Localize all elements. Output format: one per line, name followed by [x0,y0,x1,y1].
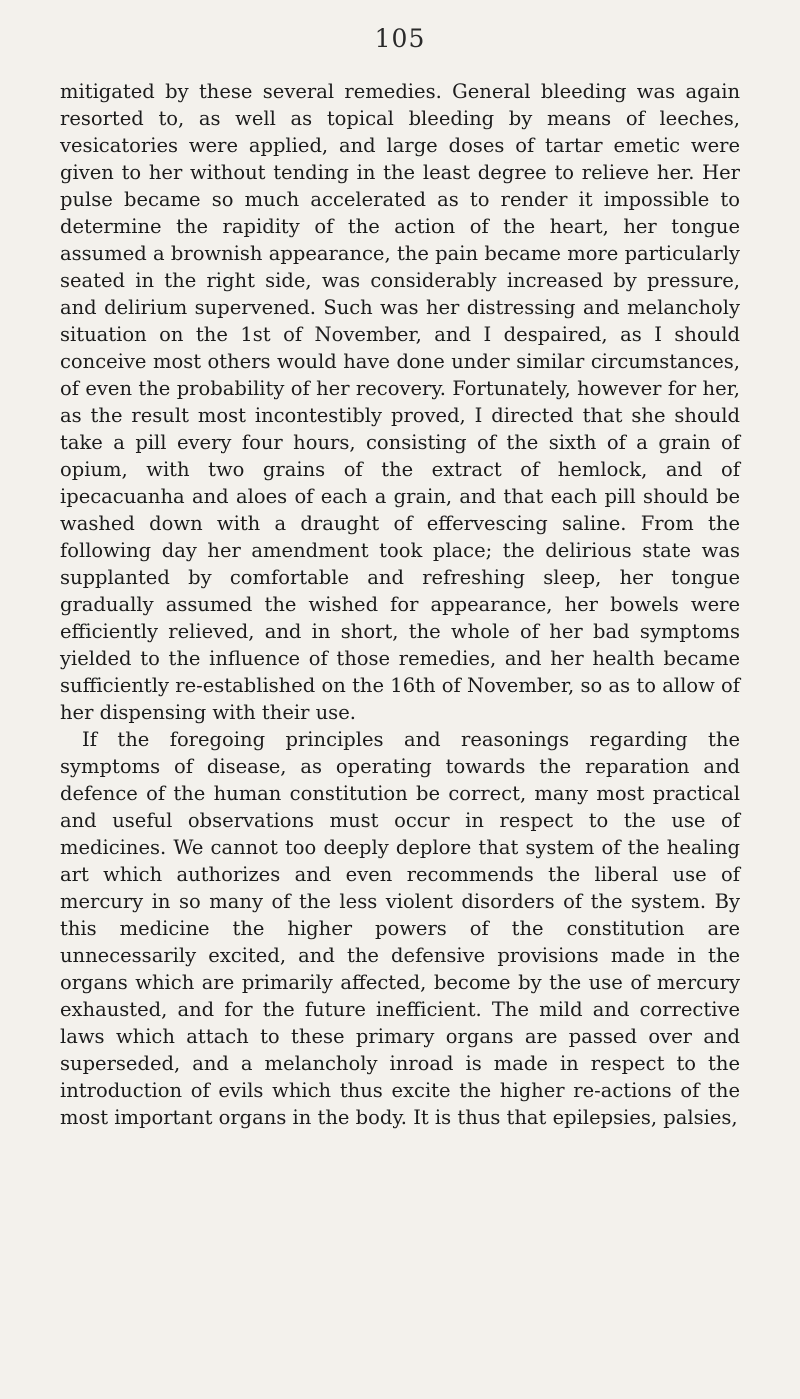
body-text [60,78,740,1131]
page-number: 105 [374,24,426,53]
paragraph: If the foregoing principles and reasonings regarding the symptoms of disease, as operating towards the reparation and defence of the human constitution be correct, many most practical and useful observations must occur in respect to the use of medicines. We cannot too deeply deplore that system of the healing art which authorizes and even recommends the liberal use of mercury in so many of the less violent disorders of the system. By this medicine the higher powers of the constitution are unnecessarily excited, and the defensive provisions made in the organs which are primarily affected, become by the use of mercury exhausted, and for the future inefficient. The mild and corrective laws which attach to these primary organs are passed over and superseded, and a melancholy inroad is made in respect to the introduction of evils which thus excite the higher re-actions of the most important organs in the body. It is thus that epilepsies, palsies, [60,728,740,1129]
paragraph-continued: mitigated by these several remedies. General bleeding was again resorted to, as well as topical bleeding by means of leeches, vesicatories were applied, and large doses of tartar emetic were given to her without tending in the least degree to relieve her. Her pulse became so much accelerated as to render it impossible to determine the rapidity of the action of the heart, her tongue assumed a brownish appearance, the pain became more particularly seated in the right side, was considerably increased by pressure, and delirium supervened. Such was her distressing and melancholy situation on the 1st of November, and I despaired, as I should conceive most others would have done under similar circumstances, of even the probability of her recovery. Fortunately, however for her, as the result most incontestibly proved, I directed that she should take a pill every four hours, consisting of the sixth of a grain of opium, with two grains of the extract of hemlock, and of ipecacuanha and aloes of each a grain, and that each pill should be washed down with a draught of effervescing saline. From the following day her amendment took place; the delirious state was supplanted by comfortable and refreshing sleep, her tongue gradually assumed the wished for appearance, her bowels were efficiently relieved, and in short, the whole of her bad symptoms yielded to the influence of those remedies, and her health became sufficiently re-established on the 16th of November, so as to allow of her dispensing with their use. [60,80,740,724]
